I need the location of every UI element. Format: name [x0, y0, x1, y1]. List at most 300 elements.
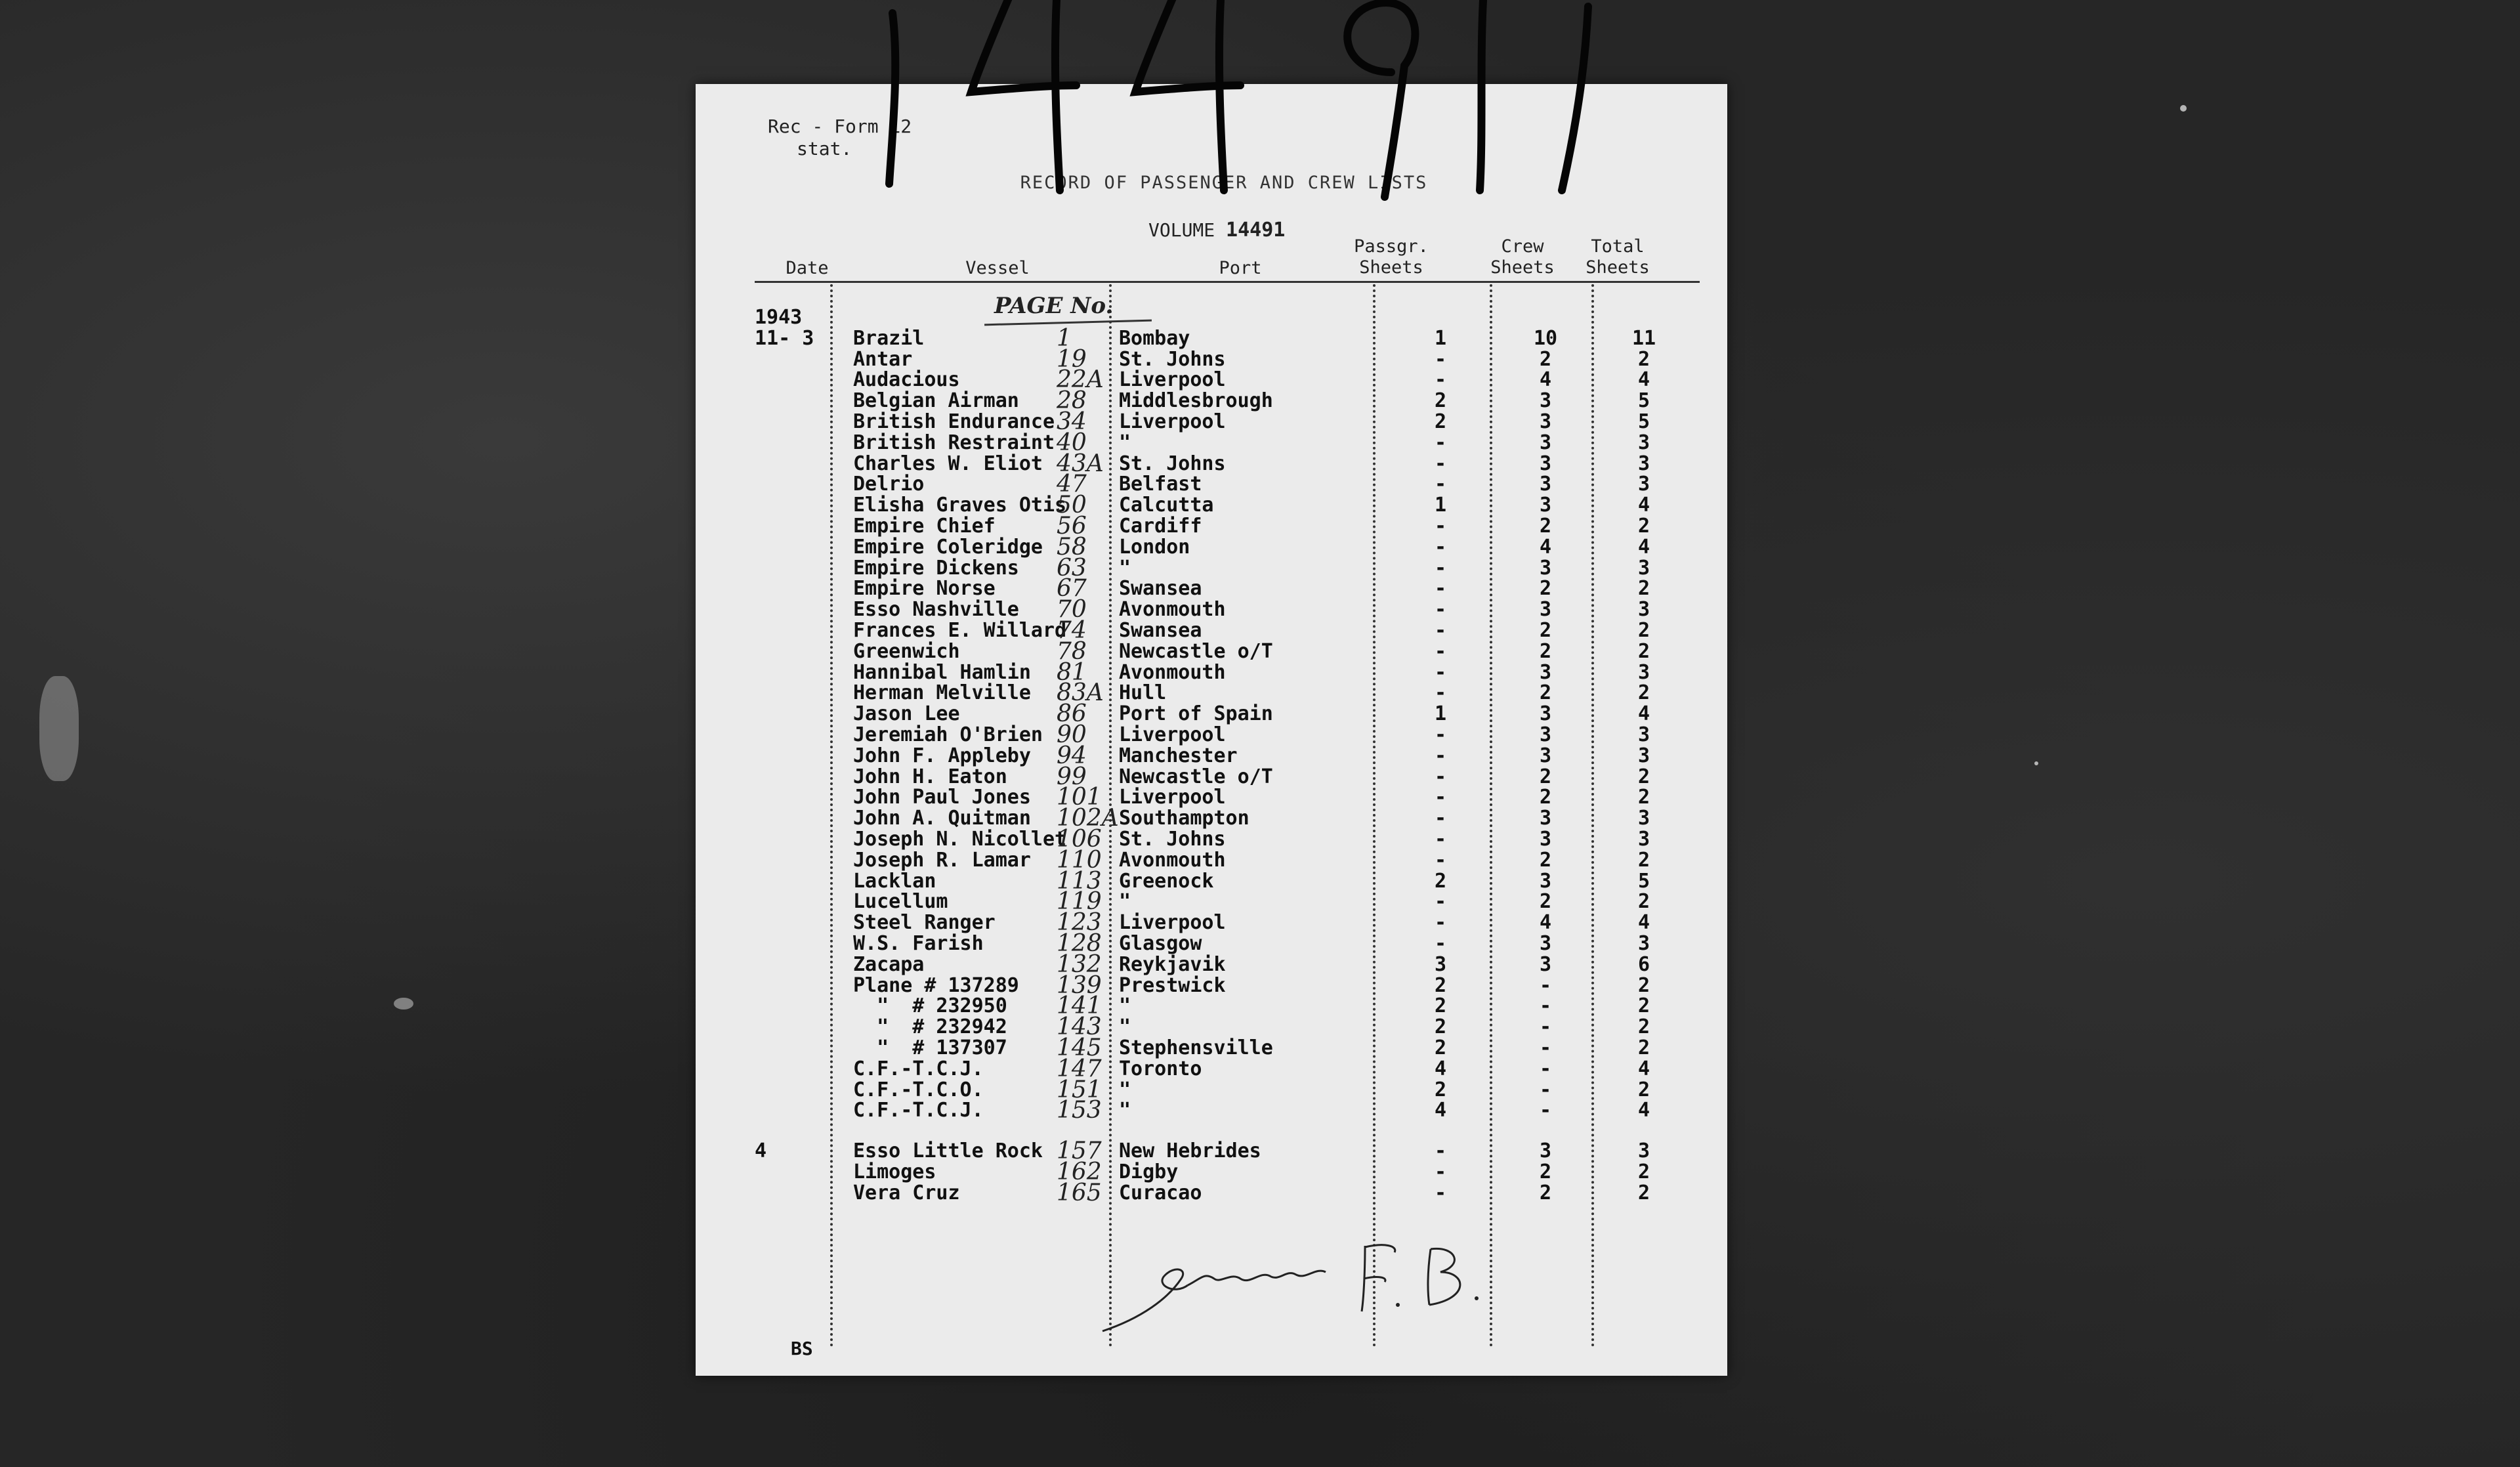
cell-vessel: Brazil — [853, 326, 925, 350]
cell-port: Liverpool — [1119, 786, 1226, 809]
cell-page-number: 40 — [1057, 429, 1087, 456]
cell-crew-sheets: 3 — [1539, 431, 1552, 454]
cell-passenger-sheets: - — [1434, 932, 1447, 955]
cell-crew-sheets: 3 — [1539, 952, 1552, 976]
table-row — [696, 826, 1727, 853]
cell-page-number: 143 — [1057, 1013, 1102, 1041]
cell-total-sheets: 2 — [1637, 1160, 1650, 1183]
table-row — [696, 846, 1727, 874]
cell-page-number: 58 — [1057, 533, 1087, 561]
cell-passenger-sheets: - — [1434, 744, 1447, 767]
cell-vessel: " # 137307 — [853, 1036, 1007, 1059]
table-row — [696, 1034, 1727, 1061]
cell-port: " — [1119, 994, 1131, 1018]
cell-port: New Hebrides — [1119, 1139, 1261, 1163]
cell-total-sheets: 3 — [1637, 723, 1650, 746]
cell-passenger-sheets: - — [1434, 765, 1447, 788]
cell-passenger-sheets: - — [1434, 452, 1447, 475]
table-row — [696, 1159, 1727, 1185]
cell-passenger-sheets: 4 — [1434, 1057, 1447, 1080]
cell-page-number: 141 — [1057, 992, 1102, 1020]
table-row — [696, 1013, 1727, 1041]
page-no-label: PAGE No. — [994, 293, 1114, 319]
cell-vessel: John H. Eaton — [853, 765, 1007, 788]
cell-vessel: " # 232950 — [853, 994, 1007, 1018]
cell-total-sheets: 5 — [1637, 389, 1650, 413]
table-row — [696, 805, 1727, 832]
cell-page-number: 102A — [1057, 805, 1119, 832]
cell-vessel: Lacklan — [853, 869, 936, 893]
cell-passenger-sheets: 2 — [1434, 1036, 1447, 1059]
cell-port: Swansea — [1119, 619, 1202, 642]
cell-passenger-sheets: 1 — [1434, 494, 1447, 517]
cell-total-sheets: 2 — [1637, 515, 1650, 538]
cell-passenger-sheets: - — [1434, 473, 1447, 496]
table-row — [696, 366, 1727, 394]
cell-crew-sheets: 2 — [1539, 1160, 1552, 1183]
cell-crew-sheets: 2 — [1539, 765, 1552, 788]
cell-crew-sheets: - — [1539, 1036, 1552, 1059]
cell-passenger-sheets: - — [1434, 890, 1447, 914]
cell-port: Port of Spain — [1119, 702, 1273, 726]
volume-line — [1148, 219, 1285, 242]
cell-page-number: 81 — [1057, 658, 1087, 686]
cell-vessel: Empire Chief — [853, 515, 996, 538]
cell-crew-sheets: 3 — [1539, 660, 1552, 684]
table-row — [696, 971, 1727, 999]
table-row — [696, 345, 1727, 373]
cell-total-sheets: 2 — [1637, 1036, 1650, 1059]
cell-page-number: 70 — [1057, 596, 1087, 624]
cell-total-sheets: 2 — [1637, 765, 1650, 788]
film-speck — [394, 998, 413, 1010]
cell-port: Liverpool — [1119, 368, 1226, 392]
volume-value: 14491 — [1226, 219, 1286, 242]
cell-crew-sheets: 2 — [1539, 1181, 1552, 1204]
cell-date: 11- 3 — [755, 326, 814, 350]
cell-port: " — [1119, 556, 1131, 580]
cell-crew-sheets: 3 — [1539, 828, 1552, 851]
cell-total-sheets: 4 — [1637, 1099, 1650, 1122]
cell-total-sheets: 4 — [1637, 702, 1650, 726]
table-row — [696, 742, 1727, 769]
cell-port: Curacao — [1119, 1181, 1202, 1204]
cell-crew-sheets: 3 — [1539, 452, 1552, 475]
cell-passenger-sheets: - — [1434, 368, 1447, 392]
cell-port: Liverpool — [1119, 911, 1226, 935]
cell-vessel: Limoges — [853, 1160, 936, 1183]
cell-vessel: Zacapa — [853, 952, 925, 976]
cell-vessel: Hannibal Hamlin — [853, 660, 1031, 684]
cell-crew-sheets: 3 — [1539, 598, 1552, 622]
cell-vessel: Greenwich — [853, 639, 960, 663]
cell-port: Swansea — [1119, 577, 1202, 601]
cell-total-sheets: 3 — [1637, 431, 1650, 454]
cell-port: " — [1119, 1099, 1131, 1122]
cell-crew-sheets: - — [1539, 1099, 1552, 1122]
cell-vessel: Antar — [853, 347, 913, 371]
cell-port: Newcastle o/T — [1119, 765, 1273, 788]
form-code-line: Rec - Form 12 — [768, 116, 912, 137]
cell-passenger-sheets: - — [1434, 1139, 1447, 1163]
cell-page-number: 67 — [1057, 575, 1087, 603]
cell-page-number: 22A — [1057, 366, 1104, 394]
cell-page-number: 106 — [1057, 826, 1102, 853]
cell-page-number: 165 — [1057, 1179, 1102, 1206]
cell-page-number: 86 — [1057, 700, 1087, 728]
cell-total-sheets: 2 — [1637, 639, 1650, 663]
cell-vessel: Elisha Graves Otis — [853, 494, 1067, 517]
cell-port: " — [1119, 431, 1131, 454]
table-row — [696, 324, 1727, 352]
cell-total-sheets: 2 — [1637, 619, 1650, 642]
cell-total-sheets: 6 — [1637, 952, 1650, 976]
cell-crew-sheets: 2 — [1539, 577, 1552, 601]
cell-crew-sheets: 2 — [1539, 639, 1552, 663]
cell-vessel: Joseph N. Nicollet — [853, 828, 1067, 851]
cell-page-number: 123 — [1057, 909, 1102, 937]
table-row — [696, 1055, 1727, 1082]
cell-page-number: 19 — [1057, 345, 1087, 373]
table-row — [696, 1076, 1727, 1103]
cell-total-sheets: 2 — [1637, 848, 1650, 872]
cell-vessel: W.S. Farish — [853, 932, 984, 955]
cell-vessel: Audacious — [853, 368, 960, 392]
cell-total-sheets: 3 — [1637, 828, 1650, 851]
cell-vessel: Jeremiah O'Brien — [853, 723, 1043, 746]
cell-crew-sheets: 2 — [1539, 619, 1552, 642]
cell-page-number: 151 — [1057, 1076, 1102, 1103]
cell-crew-sheets: 2 — [1539, 848, 1552, 872]
cell-page-number: 47 — [1057, 471, 1087, 498]
cell-passenger-sheets: - — [1434, 911, 1447, 935]
header-passgr-line: Passgr. — [1354, 236, 1429, 257]
cell-total-sheets: 4 — [1637, 1057, 1650, 1080]
cell-passenger-sheets: 2 — [1434, 973, 1447, 997]
record-sheet — [696, 84, 1727, 1376]
header-total-line: Sheets — [1586, 257, 1650, 278]
cell-total-sheets: 2 — [1637, 994, 1650, 1018]
cell-page-number: 56 — [1057, 513, 1087, 540]
cell-crew-sheets: 3 — [1539, 869, 1552, 893]
cell-vessel: Charles W. Eliot — [853, 452, 1043, 475]
film-speck — [2034, 761, 2038, 765]
cell-total-sheets: 3 — [1637, 744, 1650, 767]
cell-total-sheets: 2 — [1637, 347, 1650, 371]
cell-crew-sheets: 3 — [1539, 556, 1552, 580]
table-row — [696, 992, 1727, 1020]
cell-vessel: Joseph R. Lamar — [853, 848, 1031, 872]
cell-page-number: 145 — [1057, 1034, 1102, 1061]
cell-passenger-sheets: 2 — [1434, 994, 1447, 1018]
cell-passenger-sheets: - — [1434, 598, 1447, 622]
cell-crew-sheets: 3 — [1539, 744, 1552, 767]
cell-vessel: John F. Appleby — [853, 744, 1031, 767]
cell-vessel: British Endurance — [853, 410, 1055, 433]
cell-page-number: 83A — [1057, 679, 1104, 707]
cell-crew-sheets: - — [1539, 973, 1552, 997]
table-row — [696, 888, 1727, 916]
cell-page-number: 94 — [1057, 742, 1087, 769]
form-code-line: stat. — [797, 138, 852, 159]
cell-port: Prestwick — [1119, 973, 1226, 997]
cell-passenger-sheets: - — [1434, 515, 1447, 538]
table-row — [696, 784, 1727, 811]
cell-vessel: Lucellum — [853, 890, 948, 914]
table-row — [696, 679, 1727, 707]
cell-passenger-sheets: - — [1434, 535, 1447, 559]
cell-crew-sheets: - — [1539, 994, 1552, 1018]
cell-crew-sheets: 2 — [1539, 786, 1552, 809]
cell-passenger-sheets: 2 — [1434, 869, 1447, 893]
signature — [1089, 1233, 1496, 1364]
cell-total-sheets: 2 — [1637, 1181, 1650, 1204]
cell-page-number: 90 — [1057, 721, 1087, 748]
table-row — [696, 909, 1727, 937]
cell-total-sheets: 2 — [1637, 890, 1650, 914]
cell-page-number: 74 — [1057, 617, 1087, 644]
cell-crew-sheets: 2 — [1539, 890, 1552, 914]
cell-vessel: John A. Quitman — [853, 807, 1031, 830]
cell-port: London — [1119, 535, 1190, 559]
header-crew-line: Crew — [1501, 236, 1544, 257]
table-row — [696, 575, 1727, 603]
cell-total-sheets: 3 — [1637, 932, 1650, 955]
cell-total-sheets: 2 — [1637, 1078, 1650, 1101]
cell-vessel: Empire Dickens — [853, 556, 1019, 580]
header-port: Port — [1219, 258, 1262, 278]
cell-vessel: " # 232942 — [853, 1015, 1007, 1039]
cell-vessel: Belgian Airman — [853, 389, 1019, 413]
table-row — [696, 658, 1727, 686]
cell-page-number: 119 — [1057, 888, 1102, 916]
cell-port: Glasgow — [1119, 932, 1202, 955]
cell-vessel: British Restraint — [853, 431, 1055, 454]
cell-date: 1943 — [755, 306, 803, 329]
cell-passenger-sheets: 3 — [1434, 952, 1447, 976]
cell-passenger-sheets: 2 — [1434, 410, 1447, 433]
cell-crew-sheets: 3 — [1539, 494, 1552, 517]
cell-passenger-sheets: - — [1434, 619, 1447, 642]
cell-vessel: Esso Little Rock — [853, 1139, 1043, 1163]
cell-page-number: 99 — [1057, 763, 1087, 790]
table-row — [696, 471, 1727, 498]
cell-port: Middlesbrough — [1119, 389, 1273, 413]
header-vessel: Vessel — [965, 258, 1030, 278]
cell-passenger-sheets: - — [1434, 431, 1447, 454]
cell-crew-sheets: 3 — [1539, 1139, 1552, 1163]
cell-page-number: 113 — [1057, 867, 1102, 895]
cell-crew-sheets: 3 — [1539, 410, 1552, 433]
header-passgr-line: Sheets — [1359, 257, 1423, 278]
cell-page-number: 63 — [1057, 554, 1087, 582]
table-row — [696, 1137, 1727, 1165]
cell-port: Manchester — [1119, 744, 1238, 767]
header-passgr — [1345, 236, 1437, 278]
table-row — [696, 763, 1727, 790]
cell-page-number: 139 — [1057, 971, 1102, 999]
header-rule — [755, 281, 1700, 283]
cell-crew-sheets: 10 — [1533, 326, 1558, 350]
cell-date: 4 — [755, 1139, 767, 1163]
cell-port: Hull — [1119, 681, 1167, 705]
cell-passenger-sheets: - — [1434, 681, 1447, 705]
cell-passenger-sheets: - — [1434, 347, 1447, 371]
cell-port: Southampton — [1119, 807, 1250, 830]
cell-page-number: 132 — [1057, 950, 1102, 978]
film-smudge — [39, 676, 79, 781]
cell-port: " — [1119, 1015, 1131, 1039]
cell-crew-sheets: 3 — [1539, 807, 1552, 830]
cell-crew-sheets: 2 — [1539, 347, 1552, 371]
table-row — [696, 533, 1727, 561]
cell-port: Digby — [1119, 1160, 1179, 1183]
cell-page-number: 28 — [1057, 387, 1087, 415]
cell-passenger-sheets: - — [1434, 786, 1447, 809]
cell-crew-sheets: 3 — [1539, 723, 1552, 746]
cell-vessel: Jason Lee — [853, 702, 960, 726]
cell-port: Newcastle o/T — [1119, 639, 1273, 663]
cell-vessel: Steel Ranger — [853, 911, 996, 935]
cell-page-number: 1 — [1057, 324, 1072, 352]
cell-vessel: C.F.-T.C.J. — [853, 1057, 984, 1080]
cell-total-sheets: 4 — [1637, 911, 1650, 935]
header-crew — [1480, 236, 1565, 278]
cell-page-number: 157 — [1057, 1137, 1102, 1165]
cell-total-sheets: 5 — [1637, 869, 1650, 893]
table-row — [696, 554, 1727, 582]
table-row — [696, 637, 1727, 665]
cell-passenger-sheets: - — [1434, 577, 1447, 601]
cell-crew-sheets: 3 — [1539, 932, 1552, 955]
cell-page-number: 147 — [1057, 1055, 1102, 1082]
cell-passenger-sheets: 2 — [1434, 1015, 1447, 1039]
table-row — [696, 930, 1727, 957]
cell-port: Calcutta — [1119, 494, 1214, 517]
cell-total-sheets: 3 — [1637, 807, 1650, 830]
table-row — [696, 700, 1727, 728]
cell-port: Liverpool — [1119, 410, 1226, 433]
table-row — [696, 1097, 1727, 1124]
cell-vessel: Empire Norse — [853, 577, 996, 601]
cell-port: Toronto — [1119, 1057, 1202, 1080]
cell-port: Bombay — [1119, 326, 1190, 350]
cell-page-number: 43A — [1057, 450, 1104, 477]
table-row — [696, 387, 1727, 415]
table-row — [696, 617, 1727, 644]
header-crew-line: Sheets — [1490, 257, 1555, 278]
header-total — [1575, 236, 1660, 278]
cell-crew-sheets: 3 — [1539, 473, 1552, 496]
cell-port: " — [1119, 1078, 1131, 1101]
cell-passenger-sheets: - — [1434, 639, 1447, 663]
cell-total-sheets: 3 — [1637, 452, 1650, 475]
cell-total-sheets: 2 — [1637, 973, 1650, 997]
cell-passenger-sheets: 4 — [1434, 1099, 1447, 1122]
cell-total-sheets: 5 — [1637, 410, 1650, 433]
cell-port: Belfast — [1119, 473, 1202, 496]
cell-port: St. Johns — [1119, 347, 1226, 371]
cell-port: Avonmouth — [1119, 848, 1226, 872]
table-row — [696, 492, 1727, 519]
cell-total-sheets: 3 — [1637, 660, 1650, 684]
cell-passenger-sheets: 1 — [1434, 702, 1447, 726]
cell-port: Liverpool — [1119, 723, 1226, 746]
cell-page-number: 101 — [1057, 784, 1102, 811]
cell-total-sheets: 2 — [1637, 1015, 1650, 1039]
page-title: RECORD OF PASSENGER AND CREW LISTS — [1020, 173, 1428, 193]
cell-total-sheets: 4 — [1637, 368, 1650, 392]
table-row — [696, 513, 1727, 540]
cell-total-sheets: 4 — [1637, 494, 1650, 517]
cell-crew-sheets: 4 — [1539, 535, 1552, 559]
table-row — [696, 596, 1727, 624]
cell-port: Avonmouth — [1119, 660, 1226, 684]
cell-port: Greenock — [1119, 869, 1214, 893]
cell-total-sheets: 4 — [1637, 535, 1650, 559]
film-speck — [2180, 105, 2187, 112]
cell-total-sheets: 3 — [1637, 598, 1650, 622]
cell-passenger-sheets: - — [1434, 1160, 1447, 1183]
cell-page-number: 110 — [1057, 846, 1102, 874]
cell-crew-sheets: - — [1539, 1057, 1552, 1080]
cell-vessel: Empire Coleridge — [853, 535, 1043, 559]
cell-vessel: Herman Melville — [853, 681, 1031, 705]
cell-crew-sheets: 3 — [1539, 389, 1552, 413]
clerk-initials: BS — [791, 1338, 813, 1359]
cell-crew-sheets: 4 — [1539, 368, 1552, 392]
cell-vessel: Vera Cruz — [853, 1181, 960, 1204]
cell-total-sheets: 2 — [1637, 577, 1650, 601]
cell-port: " — [1119, 890, 1131, 914]
cell-port: St. Johns — [1119, 452, 1226, 475]
cell-total-sheets: 3 — [1637, 556, 1650, 580]
cell-crew-sheets: 4 — [1539, 911, 1552, 935]
cell-crew-sheets: - — [1539, 1015, 1552, 1039]
cell-crew-sheets: 2 — [1539, 681, 1552, 705]
cell-vessel: C.F.-T.C.O. — [853, 1078, 984, 1101]
cell-vessel: Plane # 137289 — [853, 973, 1019, 997]
cell-page-number: 153 — [1057, 1097, 1102, 1124]
cell-port: Stephensville — [1119, 1036, 1273, 1059]
table-row — [696, 721, 1727, 748]
cell-port: Avonmouth — [1119, 598, 1226, 622]
cell-page-number: 162 — [1057, 1159, 1102, 1185]
cell-page-number: 50 — [1057, 492, 1087, 519]
cell-passenger-sheets: 2 — [1434, 389, 1447, 413]
cell-total-sheets: 2 — [1637, 681, 1650, 705]
cell-page-number: 128 — [1057, 930, 1102, 957]
cell-passenger-sheets: 2 — [1434, 1078, 1447, 1101]
cell-port: Reykjavik — [1119, 952, 1226, 976]
cell-port: St. Johns — [1119, 828, 1226, 851]
cell-passenger-sheets: - — [1434, 828, 1447, 851]
cell-total-sheets: 11 — [1631, 326, 1656, 350]
cell-vessel: Esso Nashville — [853, 598, 1019, 622]
table-row — [696, 307, 1727, 328]
cell-port: Cardiff — [1119, 515, 1202, 538]
cell-total-sheets: 2 — [1637, 786, 1650, 809]
table-row — [696, 950, 1727, 978]
header-date: Date — [786, 258, 829, 278]
cell-passenger-sheets: - — [1434, 660, 1447, 684]
cell-passenger-sheets: 1 — [1434, 326, 1447, 350]
cell-crew-sheets: 2 — [1539, 515, 1552, 538]
cell-passenger-sheets: - — [1434, 556, 1447, 580]
table-row — [696, 429, 1727, 456]
table-row — [696, 1179, 1727, 1206]
table-row — [696, 408, 1727, 435]
